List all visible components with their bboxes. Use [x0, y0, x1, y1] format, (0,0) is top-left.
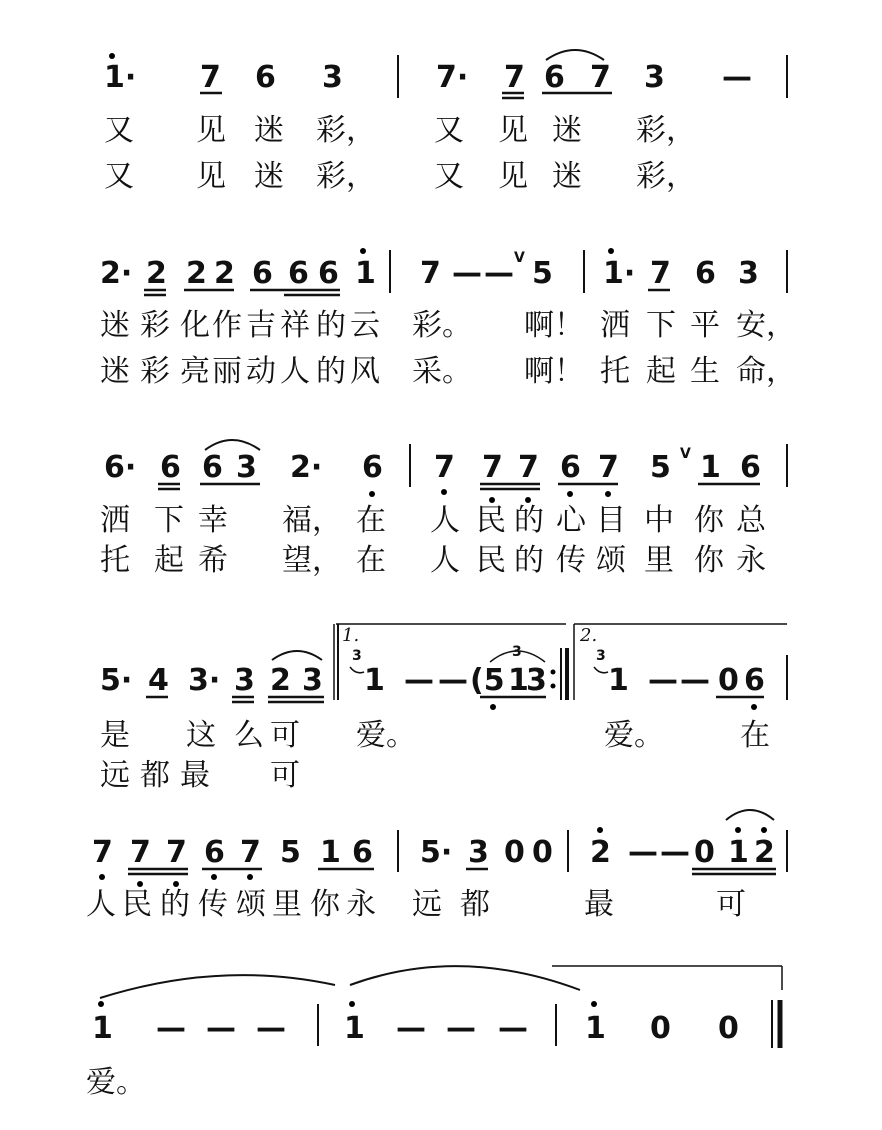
low-dot — [605, 491, 611, 497]
note: 1 — [728, 835, 749, 870]
note: 1· — [104, 60, 137, 95]
lyric: 人 — [86, 887, 116, 922]
high-dot — [591, 1001, 597, 1007]
lyric: 传 — [198, 887, 228, 922]
lyric: 福， — [282, 503, 342, 538]
lyric: 迷 — [552, 159, 582, 194]
note: 2 — [754, 835, 775, 870]
lyric: 祥 — [280, 308, 310, 343]
repeat-dot — [551, 684, 556, 689]
low-dot — [369, 491, 375, 497]
note: 6 — [252, 256, 273, 291]
grace-slur — [350, 667, 364, 673]
high-dot — [608, 248, 614, 254]
lyric: 采。 — [412, 354, 472, 389]
note: 1 — [355, 256, 376, 291]
lyric: 起 — [646, 354, 676, 389]
dash: — — [396, 1011, 426, 1046]
lyric: 爱。 — [86, 1065, 146, 1100]
note: 6 — [160, 450, 181, 485]
breath-mark: V — [680, 446, 691, 462]
lyric: 迷 — [100, 308, 130, 343]
note: 5 — [650, 450, 671, 485]
high-dot — [761, 827, 767, 833]
lyric: 安， — [736, 308, 796, 343]
note: 7 — [420, 256, 441, 291]
lyric: 的 — [316, 354, 346, 389]
lyric: 见 — [498, 113, 528, 148]
note: 1 — [320, 835, 341, 870]
note: 7 — [482, 450, 503, 485]
lyric: 吉 — [246, 308, 276, 343]
lyric: 迷 — [100, 354, 130, 389]
note: 7 — [590, 60, 611, 95]
lyric: 作 — [212, 308, 242, 343]
lyric: 民 — [476, 543, 506, 578]
note: 3 — [644, 60, 665, 95]
dash: — — [628, 835, 658, 870]
lyric: 迷 — [552, 113, 582, 148]
lyric: 你 — [310, 887, 340, 922]
note: 6 — [695, 256, 716, 291]
volta-label: 2. — [580, 625, 598, 646]
note: 6 — [204, 835, 225, 870]
note: 0 — [650, 1011, 671, 1046]
lyric: 彩。 — [412, 308, 472, 343]
lyric: 这 — [186, 718, 216, 753]
dash: — — [498, 1011, 528, 1046]
lyric: 彩， — [316, 159, 376, 194]
lyric: 在 — [356, 503, 386, 538]
dash: — — [438, 663, 468, 698]
lyric: 你 — [694, 503, 724, 538]
note: 6 — [744, 663, 765, 698]
lyric: 人 — [430, 543, 460, 578]
lyric: 可 — [716, 887, 746, 922]
lyric: 颂 — [596, 543, 626, 578]
slur — [726, 810, 774, 820]
low-dot — [99, 874, 105, 880]
note: 2 — [270, 663, 291, 698]
lyric: 彩， — [636, 113, 696, 148]
note: 2 — [214, 256, 235, 291]
lyric: 化 — [180, 308, 210, 343]
lyric: 见 — [196, 159, 226, 194]
dash: — — [680, 663, 710, 698]
lyric: 动 — [246, 354, 276, 389]
lyric: 彩 — [140, 354, 170, 389]
lyric: 生 — [690, 354, 720, 389]
note: 6 — [288, 256, 309, 291]
low-dot — [567, 491, 573, 497]
lyric: 希 — [198, 543, 228, 578]
lyric: 中 — [644, 503, 674, 538]
lyric: 的 — [514, 543, 544, 578]
high-dot — [735, 827, 741, 833]
lyric: 里 — [644, 543, 674, 578]
lyric: 可 — [270, 718, 300, 753]
dash: — — [648, 663, 678, 698]
note: 7 — [504, 60, 525, 95]
lyric: 可 — [270, 758, 300, 793]
dash: — — [452, 256, 482, 291]
lyric: 最 — [180, 758, 210, 793]
note: 7 — [166, 835, 187, 870]
lyric: 迷 — [254, 159, 284, 194]
note: 3 — [302, 663, 323, 698]
lyric: 迷 — [254, 113, 284, 148]
lyric: 下 — [646, 308, 676, 343]
note: 7 — [240, 835, 261, 870]
tie — [350, 966, 580, 990]
lyric: 彩 — [140, 308, 170, 343]
note: 6 — [318, 256, 339, 291]
high-dot — [349, 1001, 355, 1007]
lyric: 目 — [596, 503, 626, 538]
note: 6 — [560, 450, 581, 485]
system-5 — [86, 810, 787, 922]
lyric: 是 — [100, 718, 130, 753]
note: 4 — [148, 663, 169, 698]
dash: — — [484, 256, 514, 291]
note: 1 — [364, 663, 385, 698]
lyric: 幸 — [198, 503, 228, 538]
lyric: 起 — [154, 543, 184, 578]
note: 0 — [694, 835, 715, 870]
system-6 — [86, 966, 782, 1100]
slur — [546, 50, 604, 60]
lyric: 传 — [556, 543, 586, 578]
note: 3 — [526, 663, 547, 698]
lyric: 彩， — [316, 113, 376, 148]
note: 1 — [92, 1011, 113, 1046]
lyric: 命， — [736, 354, 796, 389]
lyric: 啊！ — [524, 308, 584, 343]
lyric: 啊！ — [524, 354, 584, 389]
dash: — — [256, 1011, 286, 1046]
lyric: 爱。 — [356, 718, 416, 753]
lyric: 又 — [434, 113, 464, 148]
note: 5 — [280, 835, 301, 870]
tie — [100, 975, 335, 998]
note: 0 — [718, 1011, 739, 1046]
note: 0 — [532, 835, 553, 870]
note: 2· — [290, 450, 323, 485]
lyric: 丽 — [212, 354, 242, 389]
note: 6 — [740, 450, 761, 485]
lyric: 又 — [104, 159, 134, 194]
lyric: 托 — [600, 354, 630, 389]
note: 3 — [738, 256, 759, 291]
note: 7 — [434, 450, 455, 485]
lyric: 彩， — [636, 159, 696, 194]
lyric: 最 — [584, 887, 614, 922]
note: 1· — [603, 256, 636, 291]
lyric: 云 — [350, 308, 380, 343]
lyric: 又 — [104, 113, 134, 148]
note: 6· — [104, 450, 137, 485]
volta-label: 1. — [342, 625, 360, 646]
lyric: 见 — [498, 159, 528, 194]
lyric: 永 — [346, 887, 376, 922]
lyric: 永 — [736, 543, 766, 578]
note: 2 — [186, 256, 207, 291]
lyric: 下 — [154, 503, 184, 538]
lyric: 洒 — [100, 503, 130, 538]
system-4 — [100, 624, 787, 793]
slur — [272, 651, 322, 660]
note: 6 — [255, 60, 276, 95]
note: 2· — [100, 256, 133, 291]
note: 7 — [518, 450, 539, 485]
lyric: 你 — [694, 543, 724, 578]
high-dot — [360, 248, 366, 254]
lyric: 人 — [430, 503, 460, 538]
lyric: 里 — [272, 887, 302, 922]
system-1 — [104, 50, 787, 194]
lyric: 么 — [234, 718, 264, 753]
grace-note: 3 — [596, 648, 606, 664]
lyric: 的 — [160, 887, 190, 922]
lyric: 在 — [740, 718, 770, 753]
lyric: 亮 — [180, 354, 210, 389]
note: 2 — [590, 835, 611, 870]
lyric: 又 — [434, 159, 464, 194]
lyric: 风 — [350, 354, 380, 389]
lyric: 都 — [140, 758, 170, 793]
note: 6 — [202, 450, 223, 485]
note: 5· — [420, 835, 453, 870]
note: 1 — [508, 663, 529, 698]
note: 7 — [92, 835, 113, 870]
note: 2 — [146, 256, 167, 291]
lyric: 平 — [690, 308, 720, 343]
note: 5 — [532, 256, 553, 291]
note: 3· — [188, 663, 221, 698]
low-dot — [751, 704, 757, 710]
lyric: 爱。 — [604, 718, 664, 753]
note: (5 — [470, 663, 505, 698]
lyric: 都 — [460, 887, 490, 922]
note: 3 — [468, 835, 489, 870]
breath-mark: V — [514, 250, 525, 266]
grace-slur — [594, 667, 608, 673]
note: 7 — [130, 835, 151, 870]
lyric: 托 — [100, 543, 130, 578]
low-dot — [247, 874, 253, 880]
tuplet-number: 3 — [512, 644, 522, 660]
note: 7 — [200, 60, 221, 95]
note: 1 — [585, 1011, 606, 1046]
note: 6 — [352, 835, 373, 870]
lyric: 民 — [476, 503, 506, 538]
note: 0 — [718, 663, 739, 698]
note: 6 — [544, 60, 565, 95]
note: 3 — [322, 60, 343, 95]
dash: — — [206, 1011, 236, 1046]
repeat-dot — [551, 670, 556, 675]
high-dot — [597, 827, 603, 833]
slur — [205, 440, 260, 450]
lyric: 人 — [280, 354, 310, 389]
note: 3 — [236, 450, 257, 485]
high-dot — [98, 1001, 104, 1007]
note: 1 — [608, 663, 629, 698]
note: 7 — [598, 450, 619, 485]
lyric: 望， — [282, 543, 342, 578]
lyric: 的 — [316, 308, 346, 343]
lyric: 的 — [514, 503, 544, 538]
note: 5· — [100, 663, 133, 698]
lyric: 民 — [122, 887, 152, 922]
low-dot — [211, 874, 217, 880]
note: 7 — [650, 256, 671, 291]
lyric: 颂 — [236, 887, 266, 922]
lyric: 总 — [736, 503, 766, 538]
note: 0 — [504, 835, 525, 870]
lyric: 心 — [556, 503, 586, 538]
low-dot — [441, 489, 447, 495]
note: 7· — [436, 60, 469, 95]
system-3 — [100, 440, 787, 578]
note: 1 — [700, 450, 721, 485]
dash: — — [404, 663, 434, 698]
lyric: 在 — [356, 543, 386, 578]
lyric: 远 — [412, 887, 442, 922]
lyric: 见 — [196, 113, 226, 148]
dash: — — [156, 1011, 186, 1046]
low-dot — [490, 704, 496, 710]
dash: — — [722, 60, 752, 95]
note: 1 — [344, 1011, 365, 1046]
system-2 — [100, 248, 796, 389]
dash: — — [660, 835, 690, 870]
lyric: 洒 — [600, 308, 630, 343]
note: 6 — [362, 450, 383, 485]
note: 3 — [234, 663, 255, 698]
grace-note: 3 — [352, 648, 362, 664]
lyric: 远 — [100, 758, 130, 793]
dash: — — [446, 1011, 476, 1046]
high-dot — [109, 53, 115, 59]
